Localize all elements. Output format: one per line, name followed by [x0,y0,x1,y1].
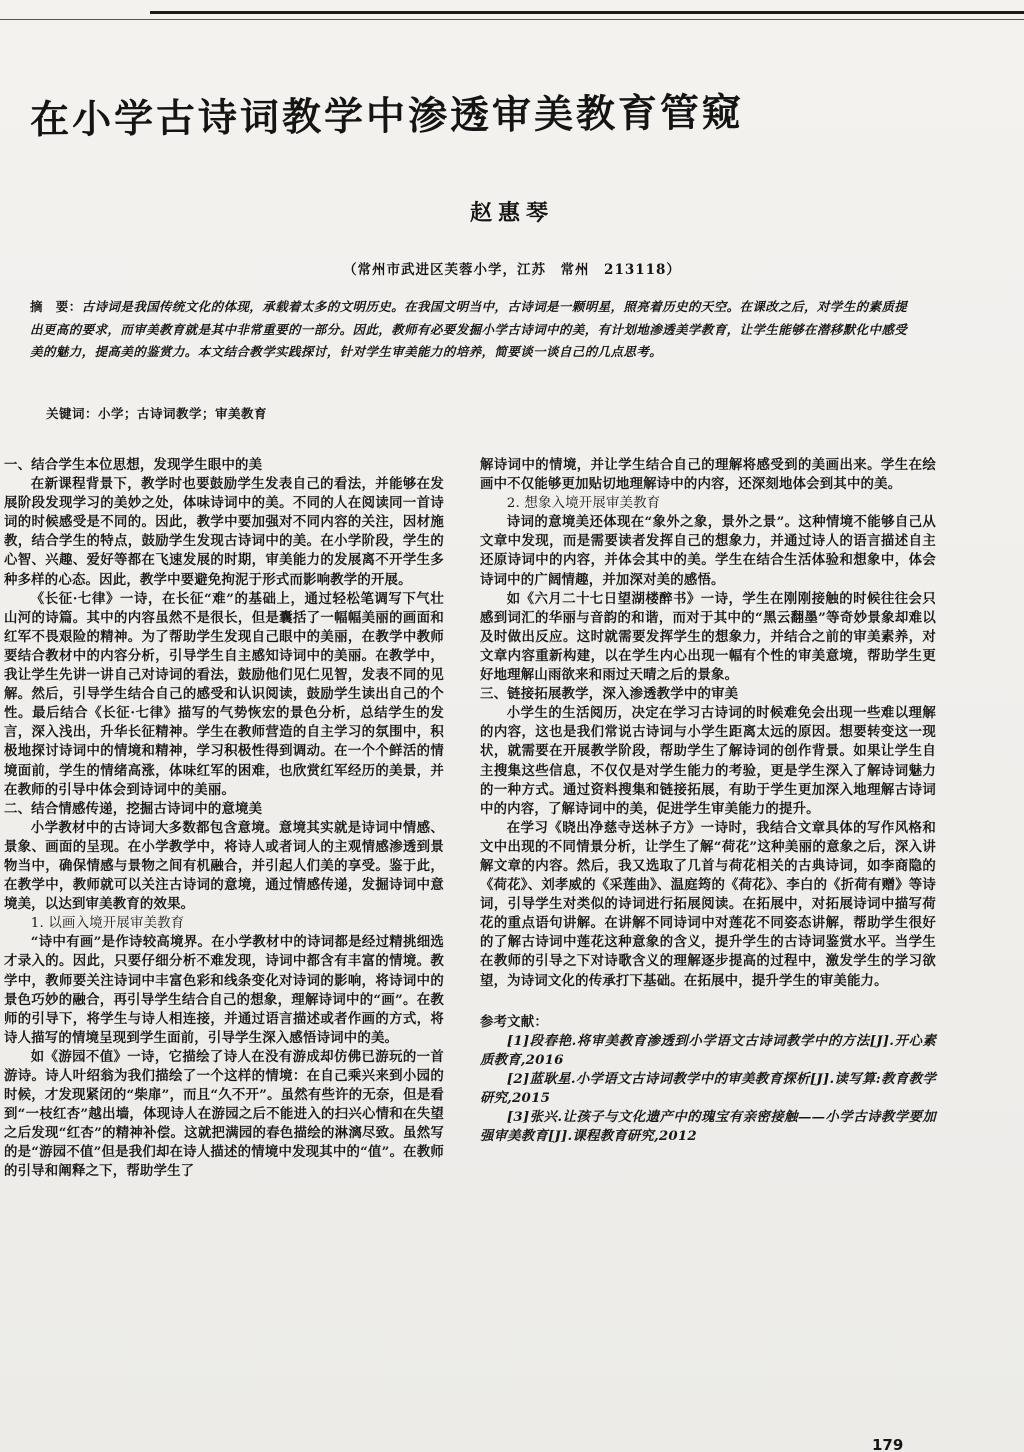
header-rule-thin [0,16,1024,20]
section-2-paragraph-1: 小学教材中的古诗词大多数都包含意境。意境其实就是诗词中情感、景象、画面的呈现。在小学教学中，将诗人或者词人的主观情感渗透到景物当中，确保情感与景物之间有机融合，并引起人们美的享受。鉴于此，在教学中，教师就可以关注古诗词的意境，通过情感传递，发掘诗词中意境美，以达到审美教育的效果。 [4,819,444,913]
continued-paragraph: 解诗词中的情境，并让学生结合自己的理解将感受到的美画出来。学生在绘画中不仅能够更加贴切地理解诗中的内容，还深刻地体会到其中的美。 [480,457,936,493]
article-title: 在小学古诗词教学中渗透审美教育管窥 [29,90,745,144]
reference-item: [1]段春艳.将审美教育渗透到小学语文古诗词教学中的方法[J].开心素质教育,2016 [480,1032,936,1068]
section-1-paragraph-1: 在新课程背景下，教学时也要鼓励学生发表自己的看法，并能够在发展阶段发现学习的美妙之处，体味诗词中的美。不同的人在阅读同一首诗词的时候感受是不同的。因此，教学中要加强对不同内容的关注，因材施教，结合学生的特点，鼓励学生发现古诗词中的美。在小学阶段，学生的心智、兴趣、爱好等都在飞速发展的时期，审美能力的发展离不开学生多种多样的心态。因此，教学中要避免拘泥于形式而影响教学的开展。 [4,476,444,588]
subsection-2-title: 2. 想象入境开展审美教育 [506,496,661,512]
section-2-title: 二、结合情感传递，挖掘古诗词中的意境美 [4,800,263,817]
author-name: 赵惠琴 [469,200,554,226]
subsection-1-paragraph-2: 如《游园不值》一诗，它描绘了诗人在没有游成却仿佛已游玩的一首游诗。诗人叶绍翁为我们描绘了一个这样的情境：在自己乘兴来到小园的时候，才发现紧闭的“柴扉”，而且“久不开”。虽然有些许的无奈，但是看到“一枝红杏”越出墙，体现诗人在游园之后不能进入的扫兴心情和在失望之后发现“红杏”的精神补偿。这就把满园的春色描绘的淋漓尽致。虽然写的是“游园不值”但是我们却在诗人描述的情境中发现其中的“值”。在教师的引导和阐释之下，帮助学生了 [4,1048,444,1180]
abstract [30,296,920,364]
subsection-1-paragraph-1: “诗中有画”是作诗较高境界。在小学教材中的诗词都是经过精挑细选才录入的。因此，只要仔细分析不难发现，诗词中都含有丰富的情境。教学中，教师要关注诗词中丰富色彩和线条变化对诗词的影响，将诗词中的景色巧妙的融合，再引导学生结合自己的想象，理解诗词中的“画”。在教师的引导下，将学生与诗人相连接，并通过语言描述或者作画的方式，将诗人描写的情境呈现到学生面前，引导学生深入感悟诗词中的美。 [4,934,444,1046]
left-column [4,456,444,1182]
reference-item: [3]张兴.让孩子与文化遗产中的瑰宝有亲密接触——小学古诗教学要加强审美教育[J].课程教育研究,2012 [480,1109,936,1145]
subsection-1-title: 1. 以画入境开展审美教育 [30,916,185,932]
abstract-label: 摘 要： [30,299,82,314]
page-number: 179 [872,1436,904,1452]
section-3-paragraph-1: 小学生的生活阅历，决定在学习古诗词的时候难免会出现一些难以理解的内容，这也是我们常说古诗词与小学生距离太远的原因。想要转变这一现状，就需要在开展教学阶段，帮助学生了解诗词的创作背景。如果让学生自主搜集这些信息，不仅仅是对学生能力的考验，更是学生深入了解诗词魅力的一种方式。通过资料搜集和链接拓展，有助于学生更加深入地理解古诗词中的内容，了解诗词中的美，促进学生审美能力的提升。 [480,705,936,817]
header-rule [150,2,1024,14]
keywords-text: 小学；古诗词教学；审美教育 [98,406,268,421]
abstract-text: 古诗词是我国传统文化的体现，承载着太多的文明历史。在我国文明当中，古诗词是一颗明星，照亮着历史的天空。在课改之后，对学生的素质提出更高的要求，而审美教育就是其中非常重要的一部分。因此，教师有必要发掘小学古诗词中的美，有计划地渗透美学教育，让学生能够在潜移默化中感受美的魅力，提高美的鉴赏力。本文结合教学实践探讨，针对学生审美能力的培养，简要谈一谈自己的几点思考。 [30,299,908,359]
author-affiliation: （常州市武进区芙蓉小学，江苏 常州 213118） [343,262,681,278]
keywords-label: 关键词： [46,406,99,421]
section-1-paragraph-2: 《长征·七律》一诗，在长征“难”的基础上，通过轻松笔调写下气壮山河的诗篇。其中的内容虽然不是很长，但是囊括了一幅幅美丽的画面和红军不畏艰险的精神。为了帮助学生发现自己眼中的美丽，在教学中教师要结合教材中的内容分析，引导学生自主感知诗词中的美丽。在教学中，我让学生先讲一讲自己对诗词的看法，鼓励他们见仁见智，发表不同的见解。然后，引导学生结合自己的感受和认识阅读，鼓励学生读出自己的个性。最后结合《长征·七律》描写的气势恢宏的景色分析，总结学生的发言，深入浅出，升华长征精神。学生在教师营造的自主学习的氛围中，积极地探讨诗词中的情境和精神，学习积极性得到调动。在一个个鲜活的情境面前，学生的情绪高涨，体味红军的困难，也欣赏红军经历的美景，并在教师的引导中体会到诗词中的美丽。 [4,590,444,798]
right-column [480,456,936,1146]
subsection-2-paragraph-1: 诗词的意境美还体现在“象外之象，景外之景”。这种情境不能够自己从文章中发现，而是需要读者发挥自己的想象力，并通过诗人的语言描述自主还原诗词中的内容，并体会其中的美。学生在结合生活体验和想象中，体会诗词中的广阔情趣，并加深对美的感悟。 [480,514,936,588]
section-3-title: 三、链接拓展教学，深入渗透教学中的审美 [480,686,739,703]
keywords [46,404,926,422]
reference-item: [2]蓝耿星.小学语文古诗词教学中的审美教育探析[J].读写算:教育教学研究,2015 [480,1070,936,1106]
subsection-2-paragraph-2: 如《六月二十七日望湖楼醉书》一诗，学生在刚刚接触的时候往往会只感到词汇的华丽与音韵的和谐，而对于其中的“黑云翻墨”等奇妙景象却难以及时做出反应。这时就需要发挥学生的想象力，并结合之前的审美素养，对文章内容重新构建，以在学生内心出现一幅有个性的审美意境，帮助学生更好地理解山雨欲来和雨过天晴之后的景象。 [480,590,936,684]
section-1-title: 一、结合学生本位思想，发现学生眼中的美 [4,457,263,473]
section-3-paragraph-2: 在学习《晓出净慈寺送林子方》一诗时，我结合文章具体的写作风格和文中出现的不同情景分析，让学生了解“荷花”这种美丽的意象之后，深入讲解文章的内容。然后，我又选取了几首与荷花相关的古典诗词，如李商隐的《荷花》、刘孝威的《采莲曲》、温庭筠的《荷花》、李白的《折荷有赠》等诗词，引导学生对类似的诗词进行拓展阅读。在拓展中，对拓展诗词中描写荷花的重点语句讲解。在讲解不同诗词中对莲花不同姿态讲解，帮助学生很好的了解古诗词中莲花这种意象的含义，提升学生的古诗词鉴赏水平。当学生在教师的引导之下对诗歌含义的理解逐步提高的过程中，激发学生的学习欲望，为诗词文化的传承打下基础。在拓展中，提升学生的审美能力。 [480,819,936,989]
references-title: 参考文献： [480,1013,548,1030]
